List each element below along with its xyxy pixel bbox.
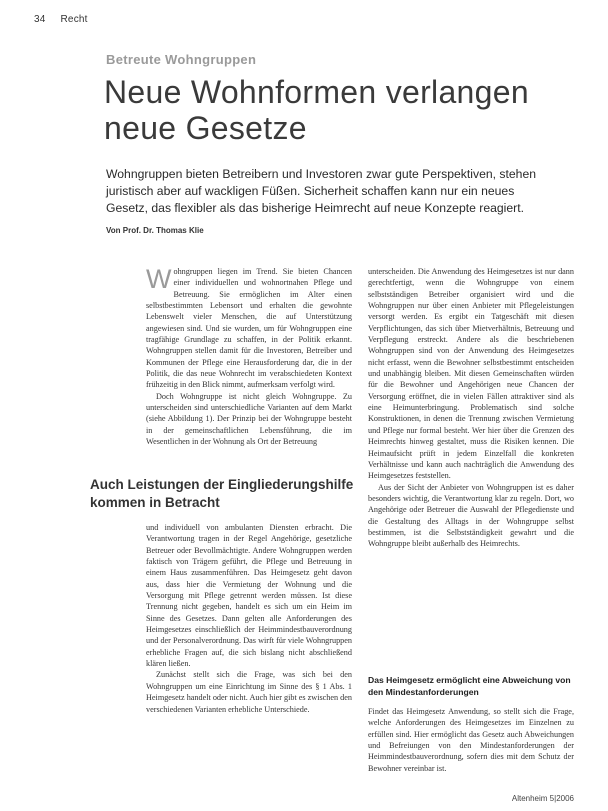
header-separator	[52, 14, 55, 25]
section-label: Recht	[60, 14, 88, 25]
section-subheading: Auch Leistungen der Eingliederungshilfe kommen in Betracht	[90, 476, 360, 516]
paragraph-text: ohngruppen liegen im Trend. Sie bieten Chancen einer individuellen und wohnortnahen Pflege und Betreuung. Sie ermöglichen im Alter einen selbstbestimmten Lebensort und erhalten die gewohnte Lebenswelt vieler Menschen, die auf Unterstützung angewiesen sind. Und sie wurden, um für Wohngruppen eine tragfähige Grundlage zu schaffen, in der Politik erkannt. Wohngruppen stellen damit für die Investoren, Betreiber und Kommunen der Pflege eine Herausforderung dar, die in der Politik, die das neue Wohnrecht im verabschiedeten Kontext frühzeitig in den Blick nimmt, aufmerksam verfolgt wird.	[146, 267, 352, 390]
body-column-1	[146, 266, 352, 448]
body-paragraph: Doch Wohngruppe ist nicht gleich Wohngruppe. Zu unterscheiden sind unterschiedliche Varianten auf dem Markt (siehe Abbildung 1). Der Prinzip bei der Wohngruppe besteht in der gemeinschaftlichen Lebensführung, die im Wesentlichen in der Wohnung als Ort der Betreuung	[146, 391, 352, 447]
running-header	[34, 14, 88, 25]
body-paragraph: Aus der Sicht der Anbieter von Wohngruppen ist es daher besonders wichtig, die Verantwortung klar zu regeln. Dort, wo Angehörige oder Betreuer die Auswahl der Pflegedienste und die Gestaltung des Alltags in der Wohngruppe selbst bestimmen, ist die Selbstständigkeit gewahrt und die Wohngruppe bleibt außerhalb des Heimrechts.	[368, 482, 574, 549]
article-lead: Wohngruppen bieten Betreibern und Investoren zwar gute Perspektiven, stehen juristisch aber auf wackligen Füßen. Sicherheit schaffen kann nur ein neues Gesetz, das flexibler als das bisherige Heimrecht auf neue Konzepte reagiert.	[106, 167, 536, 215]
body-column-2-continued	[368, 706, 574, 774]
article-kicker: Betreute Wohngruppen	[106, 52, 257, 67]
body-column-2	[368, 266, 574, 550]
article-title: Neue Wohnformen verlangen neue Gesetze	[104, 74, 529, 146]
issue-footer: Altenheim 5|2006	[511, 794, 574, 803]
body-column-1-continued	[146, 522, 352, 715]
body-paragraph: Zunächst stellt sich die Frage, was sich bei den Wohngruppen um eine Einrichtung im Sinne des § 1 Abs. 1 Heimgesetz handelt oder nicht. Auch hier gibt es zwischen den verschiedenen Varianten erhebliche Unterschiede.	[146, 670, 352, 714]
body-paragraph: unterscheiden. Die Anwendung des Heimgesetzes ist nur dann gerechtfertigt, wenn die Wohngruppe von einem selbstständigen Betreiber organisiert wird und die Wohngruppen nur über einen Anbieter mit Pflegeleistungen versorgt werden. Es ergibt ein Tatgeschäft mit diesen Verpflichtungen, das sich über Mietverhältnis, Betreuung und Verpflegung erstreckt. Andere als die beschriebenen Wohngruppen sind von der Anwendung des Heimgesetzes nicht erfasst, wenn die Bewohner selbstbestimmt entscheiden und unabhängig bleiben. Mit diesen Gemeinschaften würden für die Bewohner und Angehörigen neue Chancen der Versorgung eröffnet, die in vielen Fällen attraktiver sind als eine Heimunterbringung. Problematisch sind solche Konstruktionen, in denen die Trennung zwischen Vermietung und Pflege nur formal besteht. Wer hier über die Grenzen des Heimrechts hinweg gestaltet, muss die Risiken kennen. Die Heimaufsicht prüft in jedem Einzelfall die konkreten Verhältnisse und kann auch nachträglich die Anwendung des Heimgesetzes feststellen.	[368, 267, 574, 481]
article-byline: Von Prof. Dr. Thomas Klie	[106, 226, 204, 235]
drop-cap: W	[146, 264, 172, 294]
page-number: 34	[34, 14, 46, 25]
body-paragraph	[146, 266, 352, 391]
body-paragraph: Findet das Heimgesetz Anwendung, so stellt sich die Frage, welche Anforderungen des Heimgesetzes im Einzelnen zu erfüllen sind. Hier ermöglicht das Gesetz auch Abweichungen und Befreiungen von den Mindestanforderungen der Heimmindestbauverordnung, sofern dies mit dem Schutz der Bewohner vereinbar ist.	[368, 707, 574, 773]
body-paragraph: und individuell von ambulanten Diensten erbracht. Die Verantwortung tragen in der Regel Angehörige, gesetzliche Betreuer oder Bevollmächtigte. Andere Wohngruppen werden faktisch von Trägern geführt, die Pflege und Betreuung in einem Haus zusammenführen. Das Heimgesetz geht davon aus, dass hier die Vermietung der Wohnung und die Versorgung mit Pflege getrennt werden müssen. Ist diese Trennung nicht gegeben, handelt es sich um ein Heim im Sinne des Gesetzes. Dann gelten alle Anforderungen des Heimgesetzes einschließlich der Heimmindestbauverordnung und der Personalverordnung. Das wirft für viele Wohngruppen erhebliche Fragen auf, die sich bislang nicht abschließend klären ließen.	[146, 523, 352, 669]
section-subheading-2: Das Heimgesetz ermöglicht eine Abweichung von den Mindestanforderungen	[368, 675, 571, 697]
